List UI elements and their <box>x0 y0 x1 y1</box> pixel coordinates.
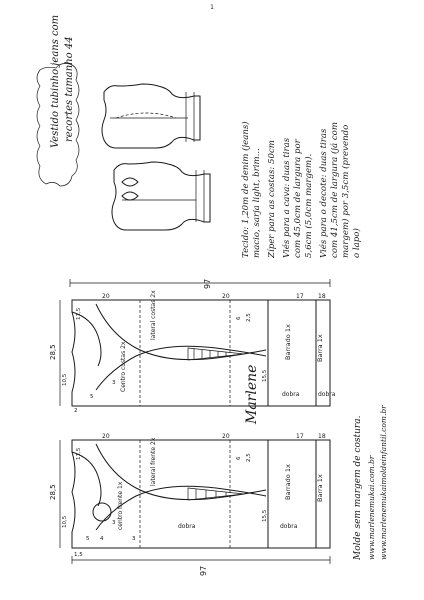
footer-url-2: www.marlenemukaimoldeinfantil.com.br <box>379 405 388 560</box>
front-measure: 18 <box>318 433 326 440</box>
front-measure: 5 <box>86 536 90 542</box>
front-measure: 11,5 <box>76 447 82 460</box>
back-measure: 3 <box>112 380 116 386</box>
footer <box>353 405 388 561</box>
front-centro-label: centro frente 1x <box>117 481 124 530</box>
back-barra-label: Barra 1x <box>316 334 324 362</box>
front-measure: 15,5 <box>262 509 268 522</box>
front-dobra-label-1: dobra <box>178 523 196 530</box>
back-centro-label: Centro costas 2x <box>120 341 127 392</box>
front-measure: 1,5 <box>74 552 83 558</box>
material-line: Zíper para as costas: 50cm <box>267 140 277 258</box>
title-line-2: recortes tamanho 44 <box>64 36 75 142</box>
page-number: 1 <box>210 4 214 11</box>
back-dobra-label-2: dobra <box>318 391 336 398</box>
title-line-1: Vestido tubinho jeans com <box>50 14 61 148</box>
front-bottom-measure: 97 <box>199 565 208 576</box>
back-measure: 11,5 <box>76 307 82 320</box>
material-line: Viés para a cava: duas tiras <box>282 137 292 258</box>
front-measure: 3 <box>132 536 136 542</box>
material-line: margem) por 3,5cm (prevendo <box>341 124 351 258</box>
front-dobra-label-2: dobra <box>280 523 298 530</box>
material-line: com 41,5cm de largura (já com <box>330 121 340 258</box>
front-barrado-label: Barrado 1x <box>284 464 292 500</box>
footer-note: Molde sem margem de costura. <box>353 415 363 560</box>
materials-list <box>240 121 362 259</box>
back-barrado-label: Barrado 1x <box>284 324 292 360</box>
material-line: com 45,0cm de largura por <box>293 139 303 258</box>
front-left-measure: 28,5 <box>49 484 57 500</box>
back-top-measure: 97 <box>203 278 212 289</box>
front-measure: 20 <box>222 433 230 440</box>
back-measure: 2 <box>74 408 78 414</box>
back-measure: 10,5 <box>62 373 68 386</box>
back-measure: 15,5 <box>262 369 268 382</box>
dress-sketch-front <box>112 162 210 230</box>
front-measure: 20 <box>102 433 110 440</box>
front-measure: 6 <box>236 456 242 460</box>
back-measure: 2,5 <box>246 313 252 322</box>
material-line: o lapo) <box>352 228 362 258</box>
back-left-measure: 28,5 <box>49 344 57 360</box>
front-measure: 3 <box>112 520 116 526</box>
back-measure: 6 <box>236 316 242 320</box>
front-measure: 2,5 <box>246 453 252 462</box>
back-lateral-label: lateral costas 2x <box>150 290 157 340</box>
back-measure: 5 <box>90 394 94 400</box>
material-line: Viés para o decote: duas tiras <box>319 128 329 258</box>
front-measure: 10,5 <box>62 515 68 528</box>
back-measure: 20 <box>102 293 110 300</box>
signature: Marlene <box>244 364 260 424</box>
material-line: macio, sarja light, brim... <box>252 148 262 258</box>
back-measure: 17 <box>296 293 304 300</box>
material-line: Tecido: 1,20m de denim (jeans) <box>241 121 251 258</box>
front-lateral-label: lateral frente 2x <box>150 437 157 486</box>
front-barra-label: Barra 1x <box>316 474 324 502</box>
front-measure: 4 <box>100 536 104 542</box>
back-dobra-label-1: dobra <box>282 391 300 398</box>
back-measure: 18 <box>318 293 326 300</box>
title-block <box>50 15 75 148</box>
dress-sketch-back <box>102 84 200 148</box>
front-pattern <box>49 433 330 576</box>
back-measure: 20 <box>222 293 230 300</box>
footer-url-1: www.marlenemukai.com.br <box>367 455 376 560</box>
back-pattern <box>49 279 336 414</box>
front-measure: 17 <box>296 433 304 440</box>
material-line: 5,6cm (5,0cm margem). <box>304 153 314 258</box>
